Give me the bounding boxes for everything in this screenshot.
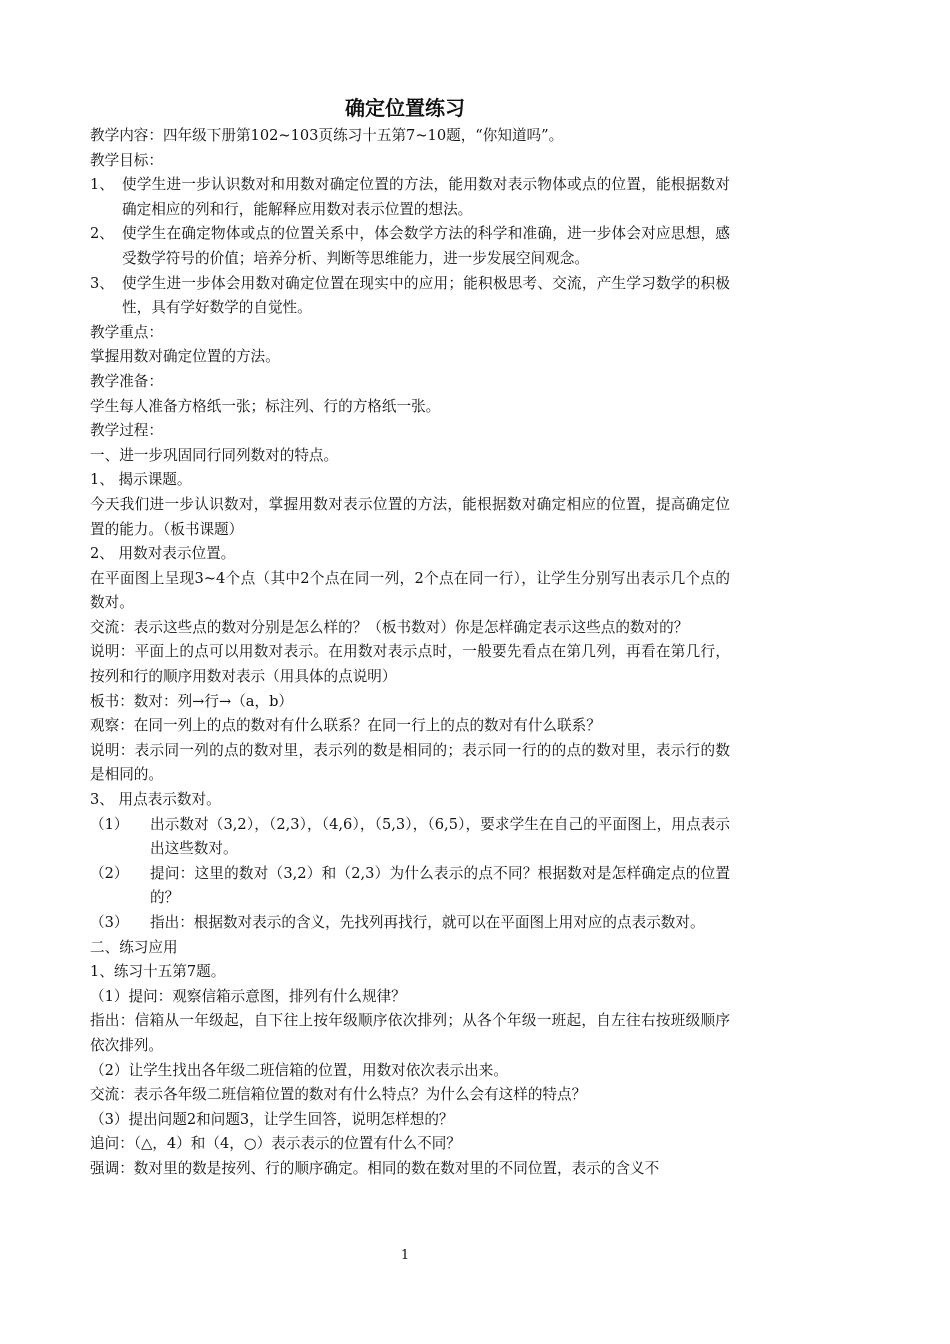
- step-one-heading: 1、 揭示课题。: [90, 471, 192, 489]
- key-heading: 教学重点：: [90, 323, 163, 341]
- sub-item: [90, 911, 730, 936]
- observe-paragraph: 观察：在同一列上的点的数对有什么联系？在同一行上的点的数对有什么联系？: [90, 717, 601, 735]
- step-one-text: 今天我们进一步认识数对，掌握用数对表示位置的方法，能根据数对确定相应的位置，提高确定位置的能力。（板书课题）: [90, 495, 730, 538]
- explain-paragraph: 说明：表示同一列的点的数对里，表示列的数是相同的；表示同一行的的点的数对里，表示行的数是相同的。: [90, 741, 730, 784]
- goal-item: [90, 222, 730, 271]
- explain-paragraph: 说明：平面上的点可以用数对表示。在用数对表示点时，一般要先看点在第几列，再看在第几行，按列和行的顺序用数对表示（用具体的点说明）: [90, 643, 730, 686]
- sub-item: [90, 813, 730, 862]
- page-title: 确定位置练习: [345, 96, 465, 120]
- part-two-heading: 二、练习应用: [90, 938, 178, 956]
- sub-item-number: （1）: [90, 815, 129, 833]
- goal-number: 1、: [90, 176, 114, 194]
- process-heading: 教学过程：: [90, 422, 163, 440]
- step-two-heading: 2、 用数对表示位置。: [90, 545, 236, 563]
- goal-number: 2、: [90, 225, 114, 243]
- point-paragraph: 指出：信箱从一年级起，自下往上按年级顺序依次排列；从各个年级一班起，自左往右按班级顺序依次排列。: [90, 1012, 730, 1054]
- content-line: 教学内容：四年级下册第102~103页练习十五第7~10题，“你知道吗”。: [90, 127, 564, 144]
- goal-text: 使学生进一步体会用数对确定位置在现实中的应用；能积极思考、交流，产生学习数学的积极性，具有学好数学的自觉性。: [122, 274, 730, 317]
- step-two-text: 在平面图上呈现3~4个点（其中2个点在同一列，2个点在同一行），让学生分别写出表示几个点的数对。: [90, 569, 730, 612]
- question-paragraph: （2）让学生找出各年级二班信箱的位置，用数对依次表示出来。: [90, 1061, 508, 1079]
- sub-item-text: 指出：根据数对表示的含义，先找列再找行，就可以在平面图上用对应的点表示数对。: [150, 914, 705, 931]
- stress-paragraph: 强调：数对里的数是按列、行的顺序确定。相同的数在数对里的不同位置，表示的含义不: [90, 1159, 660, 1177]
- step-three-heading: 3、 用点表示数对。: [90, 791, 221, 809]
- board-paragraph: 板书：数对：列→行→（a，b）: [90, 692, 294, 710]
- goal-heading: 教学目标：: [90, 151, 163, 169]
- exercise-heading: 1、练习十五第7题。: [90, 963, 226, 981]
- document-body: [90, 124, 730, 1182]
- goal-number: 3、: [90, 274, 114, 292]
- sub-item-number: （3）: [90, 914, 129, 931]
- prep-text: 学生每人准备方格纸一张；标注列、行的方格纸一张。: [90, 397, 441, 415]
- question-paragraph: （3）提出问题2和问题3，让学生回答，说明怎样想的？: [90, 1110, 454, 1128]
- goal-text: 使学生在确定物体或点的位置关系中，体会数学方法的科学和准确，进一步体会对应思想，感受数学符号的价值；培养分析、判断等思维能力，进一步发展空间观念。: [122, 225, 730, 267]
- sub-item: [90, 862, 730, 911]
- exchange-paragraph: 交流：表示这些点的数对分别是怎么样的？（板书数对）你是怎样确定表示这些点的数对的？: [90, 618, 689, 636]
- page-number: 1: [400, 1248, 410, 1263]
- key-text: 掌握用数对确定位置的方法。: [90, 348, 280, 366]
- goal-item: [90, 272, 730, 321]
- exchange-paragraph: 交流：表示各年级二班信箱位置的数对有什么特点？为什么会有这样的特点？: [90, 1086, 587, 1104]
- prep-heading: 教学准备：: [90, 372, 163, 390]
- sub-item-text: 提问：这里的数对（3,2）和（2,3）为什么表示的点不同？根据数对是怎样确定点的位置的？: [150, 864, 730, 907]
- part-one-heading: 一、进一步巩固同行同列数对的特点。: [90, 446, 339, 464]
- sub-item-number: （2）: [90, 864, 129, 882]
- question-paragraph: （1）提问：观察信箱示意图，排列有什么规律？: [90, 987, 406, 1005]
- sub-item-text: 出示数对（3,2），（2,3），（4,6），（5,3），（6,5），要求学生在自己的平面图上，用点表示出这些数对。: [150, 815, 730, 858]
- ask-paragraph: 追问：（△，4）和（4，○）表示表示的位置有什么不同？: [90, 1135, 461, 1153]
- goal-item: [90, 173, 730, 222]
- goal-text: 使学生进一步认识数对和用数对确定位置的方法，能用数对表示物体或点的位置，能根据数对确定相应的列和行，能解释应用数对表示位置的想法。: [122, 176, 730, 218]
